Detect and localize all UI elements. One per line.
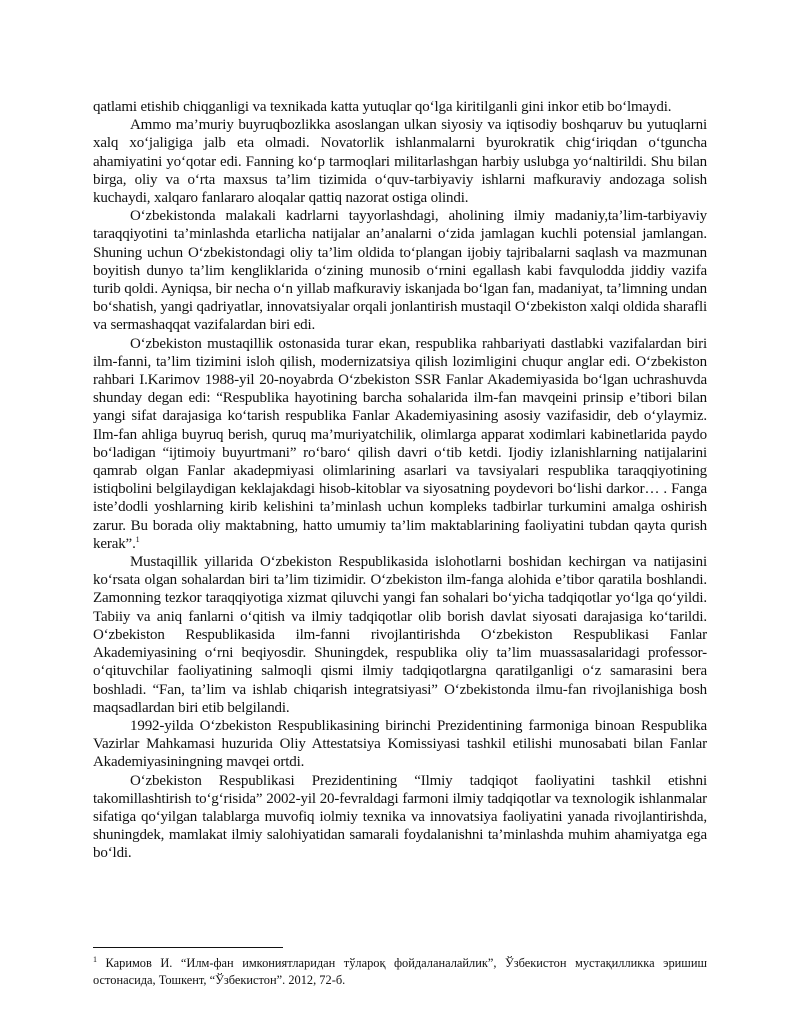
footnote	[93, 955, 707, 989]
footnote-reference[interactable]: 1	[135, 534, 140, 544]
paragraph-4-text: O‘zbekiston mustaqillik ostonasida turar ekan, respublika rahbariyati dastlabki vazifalardan biri ilm-fanni, ta’lim tizimini isloh qilish, modernizatsiya qilish lozimligini chuqur anglar edi. O‘zbekiston rahbari I.Karimov 1988-yil 20-noyabrda O‘zbekiston SSR Fanlar Akademiyasida bo‘lgan uchrashuvda shunday degan edi: “Respublika hayotining barcha sohalarida ilm-fan mavqeini prinsip e’tibori bilan yangi sifat darajasiga ko‘tarish respublika Fanlar Akademiyasining asosiy vazifasidir, deb o‘ylaymiz. Ilm-fan ahliga buyruq berish, quruq ma’muriyatchilik, olimlarga apparat xodimlari kabinetlarida paydo bo‘ladigan “ijtimoiy buyurtmani” ro‘baro‘ qilish davri o‘tib ketdi. Ijodiy izlanishlarning natijalarini qamrab olgan Fanlar akadepmiyasi olimlarining asarlari va tavsiyalari respublika taraqqiyotining istiqbolini belgilaydigan keklajakdagi hisob-kitoblar va siyosatning poydevori bo‘lishi darkor… . Fanga iste’dodli yoshlarning kirib kelishini ta’minlash uchun kompleks tadbirlar turkumini amalga oshirish zarur. Bu borada oliy maktabning, hatto umumiy ta’lim maktablarining faoliyatini tubdan qayta qurish kerak”.	[93, 335, 707, 552]
footnote-marker: 1	[93, 954, 97, 964]
paragraph-5: Mustaqillik yillarida O‘zbekiston Respublikasida islohotlarni boshidan kechirgan va natijasini ko‘rsata olgan sohalardan biri ta’lim tizimidir. O‘zbekiston ilm-fanga alohida e’tibor qaratila boshlandi. Zamonning tezkor taraqqiyotiga xizmat qiluvchi yangi fan sohalari bo‘yicha tadqiqotlar yo‘lga qo‘yildi. Tabiiy va aniq fanlarni o‘qitish va ilmiy tadqiqotlar olib borish davlat siyosati darajasiga ko‘tarildi. O‘zbekiston Respublikasida ilm-fanni rivojlantirishda O‘zbekiston Respublikasi Fanlar Akademiyasining o‘rni beqiyosdir. Shuningdek, respublika oliy ta’lim muassasalaridagi professor-o‘qituvchilar faoliyatining salmoqli qismi ilmiy tadqiqotlargna qaratilganligi o‘z samarasini bera boshladi. “Fan, ta’lim va ishlab chiqarish integratsiyasi” O‘zbekistonda ilmu-fan rivojlanishiga bosh maqsadlardan biri etib belgilandi.	[93, 554, 707, 716]
paragraph-4	[93, 335, 707, 553]
paragraph-1: qatlami etishib chiqganligi va texnikada katta yutuqlar qo‘lga kiritilganli gini inkor etib bo‘lmaydi.	[93, 99, 672, 115]
paragraph-7: O‘zbekiston Respublikasi Prezidentining “Ilmiy tadqiqot faoliyatini tashkil etishni takomillashtirish to‘g‘risida” 2002-yil 20-fevraldagi farmoni ilmiy tadqiqotlar va texnologik ishlanmalar sifatiga qo‘yilgan talablarga muvofiq iolmiy texnika va innovatsiya faoliyatini yanada rivojlantirishda, shuningdek, mamlakat ilmiy salohiyatidan samarali foydalanishni ta’minlashda muhim ahamiyatga ega bo‘ldi.	[93, 772, 707, 862]
footnote-text: Каримов И. “Илм-фан имкониятларидан тўлароқ фойдаланалайлик”, Ўзбекистон мустақилликка эришиш остонасида, Тошкент, “Ўзбекистон”. 2012, 72-б.	[93, 956, 707, 987]
paragraph-2: Ammo ma’muriy buyruqbozlikka asoslangan ulkan siyosiy va iqtisodiy boshqaruv bu yutuqlarni xalq xo‘jaligiga jalb eta olmadi. Novatorlik ishlanmalarni byurokratik chig‘iriqdan o‘tguncha ahamiyatini yo‘qotar edi. Fanning ko‘p tarmoqlari militarlashgan harbiy uslubga yo‘naltirildi. Shu bilan birga, oliy va o‘rta maxsus ta’lim tizimida o‘quv-tarbiyaviy ishlarni mafkuraviy andozaga solish kuchaydi, xalqaro fanlararo aloqalar qattiq nazorat ostiga olindi.	[93, 117, 707, 207]
paragraph-6: 1992-yilda O‘zbekiston Respublikasining birinchi Prezidentining farmoniga binoan Respublika Vazirlar Mahkamasi huzurida Oliy Attestatsiya Komissiyasi tashkil etilishi munosabati bilan Fanlar Akademiyasiningning mavqei ortdi.	[93, 717, 707, 771]
body-text	[93, 98, 707, 863]
footnote-separator	[93, 947, 283, 948]
paragraph-3: O‘zbekistonda malakali kadrlarni tayyorlashdagi, aholining ilmiy madaniy,ta’lim-tarbiyaviy taraqqiyotini ta’minlashda etarlicha natijalar an’analarni o‘zida jamlagan kuchli potensial jamlangan. Shuning uchun O‘zbekistondagi oliy ta’lim oldida to‘plangan ijobiy tajribalarni saqlash va mazmunan boyitish dunyo ta’lim kengliklarida o‘zining munosib o‘rnini egallash kabi favqulodda jiddiy vazifa turib qoldi. Ayniqsa, bir necha o‘n yillab mafkuraviy iskanjada bo‘lgan fan, madaniyat, ta’limning undan bo‘shatish, yangi qadriyatlar, innovatsiyalar orqali jonlantirish mustaqil O‘zbekiston xalqi oldida sharafli va sermashaqqat vazifalardan biri edi.	[93, 208, 707, 334]
